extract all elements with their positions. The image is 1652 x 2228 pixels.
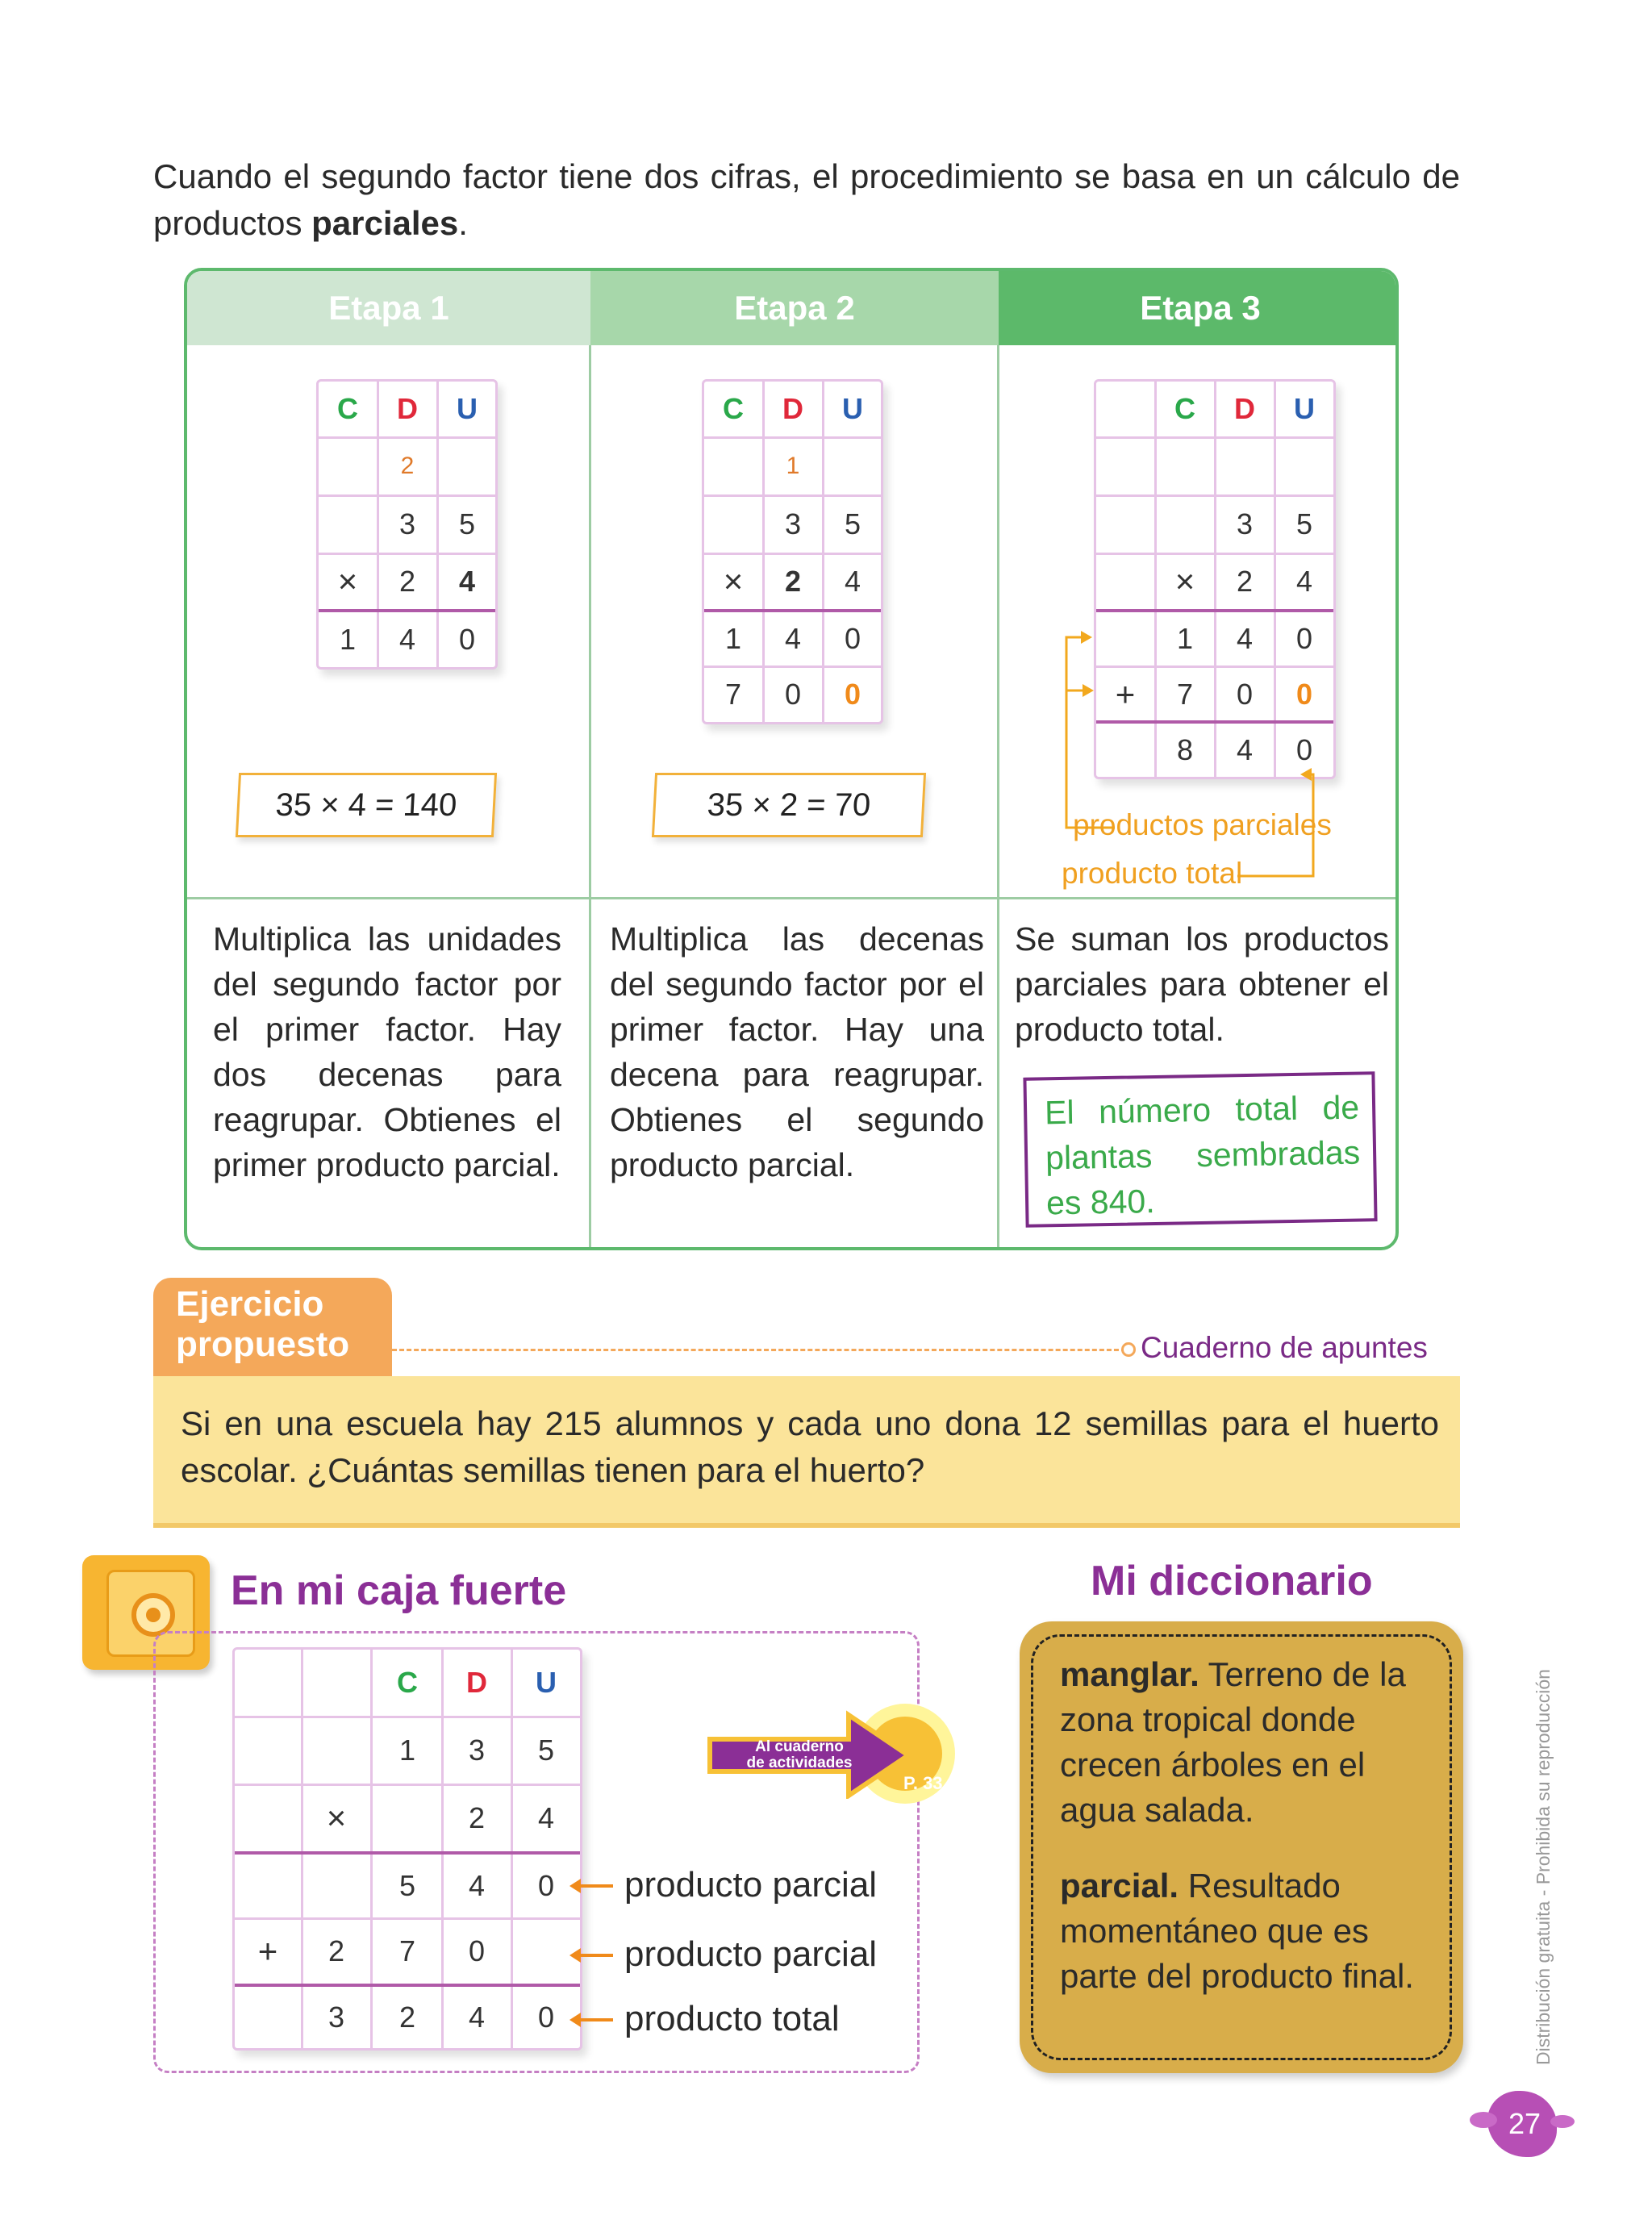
digit: 4 xyxy=(1236,622,1254,655)
times-sign: × xyxy=(326,1799,347,1837)
digit: 0 xyxy=(537,2001,555,2034)
digit: 0 xyxy=(1236,677,1254,711)
etapa-2-description: Multiplica las decenas del segundo factor por el primer factor. Hay una decena para reagrupar. Obtienes el segundo producto parcial. xyxy=(610,920,984,1183)
digit: 4 xyxy=(398,623,416,656)
label-productos-parciales: productos parciales xyxy=(1073,808,1332,841)
digit: 4 xyxy=(537,1801,555,1834)
digit: 4 xyxy=(458,565,476,598)
cuaderno-de-apuntes-link[interactable]: Cuaderno de apuntes xyxy=(1141,1331,1428,1364)
etapa-2-grid xyxy=(702,379,883,724)
col-d: D xyxy=(466,1666,487,1699)
side-note: Distribución gratuita - Prohibida su reproducción xyxy=(1533,1669,1554,2065)
placeholder-zero: 0 xyxy=(844,678,861,711)
label-producto-total: producto total xyxy=(624,1999,840,2038)
digit: 3 xyxy=(1236,507,1254,540)
times-sign: × xyxy=(337,562,358,600)
col-c: C xyxy=(723,392,744,425)
etapa-1-equation: 35 × 4 = 140 xyxy=(236,773,497,837)
etapa-3-description: Se suman los productos parciales para obtener el producto total. xyxy=(1015,920,1389,1048)
digit: 0 xyxy=(1295,733,1313,766)
col-c: C xyxy=(337,392,358,425)
etapa-2-equation: 35 × 2 = 70 xyxy=(652,773,926,837)
digit: 2 xyxy=(468,1801,486,1834)
digit: 2 xyxy=(1236,565,1254,598)
ejercicio-tab xyxy=(153,1278,392,1376)
digit: 0 xyxy=(458,623,476,656)
partial-products-arrows xyxy=(1026,626,1365,884)
digit: 2 xyxy=(784,565,802,598)
label-producto-parcial-2: producto parcial xyxy=(624,1934,878,1974)
times-sign: × xyxy=(1174,562,1195,600)
divider xyxy=(589,345,591,1250)
label-producto-parcial-1: producto parcial xyxy=(624,1865,878,1905)
ejercicio-tab-line2: propuesto xyxy=(176,1325,350,1364)
digit: 4 xyxy=(1295,565,1313,598)
col-u: U xyxy=(1294,392,1315,425)
plus-sign: + xyxy=(1115,674,1136,713)
digit: 0 xyxy=(468,1934,486,1967)
digit: 1 xyxy=(398,1734,416,1767)
cuaderno-label: Al cuaderno de actividades xyxy=(746,1738,853,1771)
digit: 0 xyxy=(1295,622,1313,655)
digit: 3 xyxy=(468,1734,486,1767)
ejercicio-text: Si en una escuela hay 215 alumnos y cada uno dona 12 semillas para el huerto escolar. ¿Cuántas semillas tienen para el huerto? xyxy=(181,1404,1439,1489)
etapa-1-description: Multiplica las unidades del segundo factor por el primer factor. Hay dos decenas para reagrupar. Obtienes el primer producto parcial. xyxy=(213,920,561,1183)
label-arrows xyxy=(565,1868,629,2030)
etapa-3-header: Etapa 3 xyxy=(999,271,1399,345)
digit: 7 xyxy=(724,678,742,711)
digit: 2 xyxy=(327,1934,345,1967)
digit: 5 xyxy=(844,507,861,540)
etapa-1-grid xyxy=(316,379,498,670)
cuaderno-page: P. 33 xyxy=(903,1773,943,1793)
col-u: U xyxy=(842,392,863,425)
result-note-box xyxy=(1023,1071,1377,1228)
col-u: U xyxy=(536,1666,557,1699)
col-c: C xyxy=(1174,392,1195,425)
digit: 3 xyxy=(784,507,802,540)
times-sign: × xyxy=(723,562,744,600)
diccionario-title: Mi diccionario xyxy=(1091,1558,1373,1604)
digit: 4 xyxy=(1236,733,1254,766)
digit: 5 xyxy=(398,1869,416,1902)
digit: 7 xyxy=(1176,677,1194,711)
diccionario-box xyxy=(1020,1621,1463,2073)
digit: 3 xyxy=(327,2001,345,2034)
etapa-1-header: Etapa 1 xyxy=(187,271,590,345)
col-d: D xyxy=(397,392,418,425)
caja-fuerte-grid xyxy=(232,1647,582,2051)
result-note: El número total de plantas sembradas es 840. xyxy=(1044,1088,1361,1222)
digit: 5 xyxy=(458,507,476,540)
carry-digit: 1 xyxy=(786,453,800,479)
plus-sign: + xyxy=(257,1932,278,1970)
digit: 1 xyxy=(339,623,357,656)
digit: 8 xyxy=(1176,733,1194,766)
digit: 2 xyxy=(398,565,416,598)
digit: 5 xyxy=(1295,507,1313,540)
caja-fuerte-title: En mi caja fuerte xyxy=(231,1567,567,1614)
dictionary-entry: parcial. Resultado momentáneo que es parte del producto final. xyxy=(1060,1867,1414,1995)
connector-dot xyxy=(1121,1342,1136,1357)
placeholder-zero: 0 xyxy=(1295,677,1313,711)
dashed-connector xyxy=(392,1349,1126,1351)
digit: 1 xyxy=(724,622,742,655)
digit: 2 xyxy=(398,2001,416,2034)
digit: 0 xyxy=(844,622,861,655)
ejercicio-tab-line1: Ejercicio xyxy=(176,1284,324,1324)
divider xyxy=(187,897,1399,899)
digit: 4 xyxy=(784,622,802,655)
col-d: D xyxy=(782,392,803,425)
digit: 1 xyxy=(1176,622,1194,655)
digit: 4 xyxy=(468,2001,486,2034)
intro-paragraph: Cuando el segundo factor tiene dos cifras, el procedimiento se basa en un cálculo de productos parciales. xyxy=(153,157,1460,242)
digit: 0 xyxy=(537,1869,555,1902)
col-d: D xyxy=(1234,392,1255,425)
dictionary-entry: manglar. Terreno de la zona tropical donde crecen árboles en el agua salada. xyxy=(1060,1655,1406,1829)
carry-digit: 2 xyxy=(400,453,415,479)
digit: 5 xyxy=(537,1734,555,1767)
digit: 4 xyxy=(844,565,861,598)
page-number-badge xyxy=(1462,2083,1581,2160)
label-producto-total: producto total xyxy=(1062,857,1243,890)
digit: 4 xyxy=(468,1869,486,1902)
col-c: C xyxy=(397,1666,418,1699)
digit: 0 xyxy=(784,678,802,711)
digit: 7 xyxy=(398,1934,416,1967)
cuaderno-actividades-badge[interactable] xyxy=(707,1702,973,1807)
col-u: U xyxy=(457,392,478,425)
digit: 3 xyxy=(398,507,416,540)
page-number: 27 xyxy=(1508,2107,1541,2140)
divider xyxy=(997,345,999,1250)
etapa-2-header: Etapa 2 xyxy=(590,271,999,345)
